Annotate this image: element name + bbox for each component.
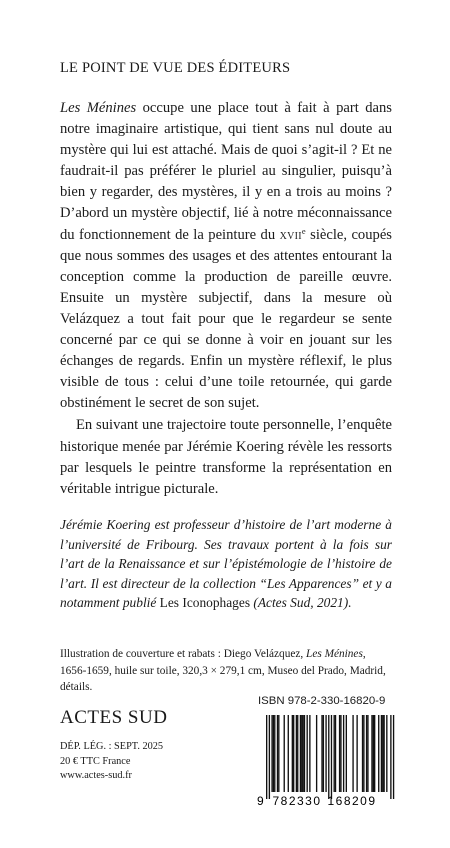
barcode-bar — [371, 715, 372, 792]
barcode-left-digits: 782330 — [272, 794, 322, 808]
website: www.actes-sud.fr — [60, 770, 132, 782]
barcode-bar — [321, 715, 322, 792]
barcode-bar — [271, 715, 272, 792]
barcode — [253, 712, 398, 810]
blurb — [60, 98, 392, 500]
barcode-bar — [293, 715, 294, 792]
barcode-bar — [346, 715, 347, 792]
barcode-bar — [340, 715, 341, 792]
century-numeral: xvii — [279, 226, 302, 243]
barcode-bar — [362, 715, 363, 792]
barcode-bar — [325, 715, 326, 792]
barcode-bar — [356, 715, 357, 792]
barcode-bar — [339, 715, 340, 792]
barcode-bar — [302, 715, 303, 792]
publisher-logo: ACTES SUD — [60, 707, 168, 728]
barcode-bar — [284, 715, 285, 792]
blurb-paragraph-1 — [60, 98, 392, 414]
barcode-first-digit: 9 — [257, 794, 264, 808]
barcode-bar — [323, 715, 324, 792]
barcode-bar — [343, 715, 344, 792]
barcode-bar — [277, 715, 278, 792]
credits-text: Illustration de couverture et rabats : Diego Velázquez, — [60, 648, 307, 660]
barcode-bar — [331, 715, 332, 799]
barcode-bar — [301, 715, 302, 792]
barcode-bar — [363, 715, 364, 792]
blurb-text-part-2: siècle, coupés que nous sommes des usages et des attentes entourant la conception comme la production de pareille œuvre. Ensuite un mystère subjectif, dans la mesure où Velázquez a tout fait pour que le regardeur se sente concerné par ce qui se donne à voir en jouant sur les échanges de regards. Enfin un mystère réflexif, le plus visible de tous : celui d’une toile retournée, qui garde obstinément le secret de son sujet. — [60, 226, 392, 412]
barcode-bar — [393, 715, 394, 799]
price: 20 € TTC France — [60, 755, 131, 767]
barcode-bar — [390, 715, 391, 799]
author-bio — [60, 515, 392, 613]
barcode-bar — [382, 715, 383, 792]
isbn-label: ISBN 978-2-330-16820-9 — [258, 695, 386, 707]
bio-text-end: (Actes Sud, 2021). — [250, 595, 352, 611]
legal-deposit: DÉP. LÉG. : SEPT. 2025 — [60, 741, 164, 752]
barcode-bar — [269, 715, 270, 799]
barcode-bar — [296, 715, 297, 792]
barcode-bar — [352, 715, 353, 792]
century-superscript: e — [301, 225, 306, 236]
barcode-bar — [366, 715, 367, 792]
credits-text-end: , 1656-1659, huile sur toile, 320,3 × 279,1 cm, Museo del Prado, Madrid, détails. — [60, 648, 386, 693]
barcode-bar — [273, 715, 274, 792]
blurb-text-part-1: occupe une place tout à fait à part dans notre imaginaire artistique, qui tient sans nul doute au mystère qui lui est attaché. Mais de quoi s’agit-il ? Et ne faudrait-il pas préférer le pluriel au singulier, puisqu’à bien y regarder, des mystères, il y en a trois au moins ? D’abord un mystère objectif, lié à notre méconnaissance du fonctionnement de la peinture du — [60, 100, 392, 243]
barcode-bar — [288, 715, 289, 792]
barcode-bar — [378, 715, 379, 792]
barcode-bar — [307, 715, 308, 792]
barcode-right-digits: 168209 — [327, 794, 377, 808]
bio-text: Jérémie Koering est professeur d’histoire de l’art moderne à l’université de Fribourg. Ses travaux portent à la fois sur l’art de la Renaissance et sur l’épistémologie de l’histoire de l’art. Il est directeur de la collection “Les Apparences” et y a notamment publié — [60, 517, 392, 611]
barcode-bar — [316, 715, 317, 792]
publication-info — [60, 740, 163, 784]
section-heading: LE POINT DE VUE DES ÉDITEURS — [60, 60, 291, 76]
barcode-bar — [373, 715, 374, 792]
book-title: Les Iconophages — [159, 595, 251, 611]
barcode-bar — [278, 715, 279, 792]
illustration-credits — [60, 646, 392, 696]
barcode-bar — [328, 715, 329, 799]
barcode-bar — [292, 715, 293, 792]
barcode-bar — [309, 715, 310, 792]
barcode-bar — [300, 715, 301, 792]
barcode-bar — [374, 715, 375, 792]
barcode-bar — [383, 715, 384, 792]
barcode-bar — [266, 715, 267, 799]
barcode-bar — [381, 715, 382, 792]
barcode-bar — [297, 715, 298, 792]
blurb-paragraph-2: En suivant une trajectoire toute personnelle, l’enquête historique menée par Jérémie Koering révèle les ressorts par lesquels le peintre transforme la représentation en véritable intrigue picturale. — [60, 417, 392, 497]
credits-artwork-title: Les Ménines — [306, 648, 363, 660]
barcode-bar — [274, 715, 275, 792]
barcode-bar — [386, 715, 387, 792]
artwork-title: Les Ménines — [60, 100, 137, 116]
barcode-bar — [304, 715, 305, 792]
barcode-bar — [335, 715, 336, 792]
barcode-bar — [367, 715, 368, 792]
barcode-bar — [334, 715, 335, 792]
